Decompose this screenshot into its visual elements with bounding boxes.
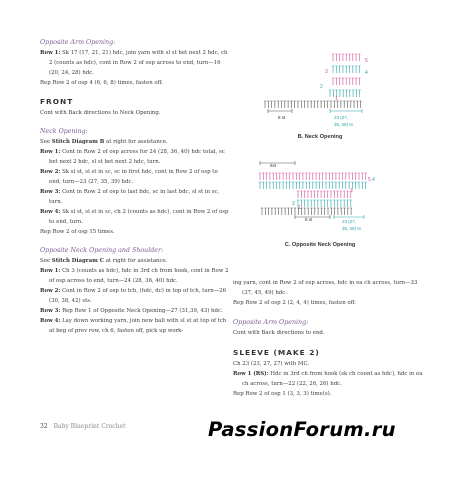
diagram-c-stitch [347,208,349,215]
diagram-c-stitch [312,182,314,189]
diagram-c-stitch [284,208,286,215]
diagram-c-stitch [282,182,284,189]
diagram-c-stitch [333,191,335,198]
diagram-c-stitch [310,208,312,215]
diagram-b-stitch [303,101,305,108]
diagram-c-stitch [313,200,315,207]
diagram-c-stitch [346,200,348,207]
neck-repeat: Rep Row 2 of osp 15 times. [40,229,115,235]
diagram-c-stitch [277,208,279,215]
diagram-c-stitch [307,200,309,207]
diagram-c-stitch [310,191,312,198]
diagram-c-stitch [307,191,309,198]
diagram-c-stitch [364,173,366,180]
diagram-c-stitch [325,182,327,189]
diagram-c-stitch [289,173,291,180]
opposite-neck-heading: Opposite Neck Opening and Shoulder: [40,247,164,254]
diagram-c-stitch [305,173,307,180]
sleeve-chain: Ch 23 (23, 27, 27) with MC. [233,361,310,367]
diagram-b-stitch [335,66,337,73]
diagram-c-stitch [327,200,329,207]
neck-opening-heading: Neck Opening: [40,128,88,135]
diagram-c-stitch [261,208,263,215]
diagram-c-stitch [340,208,342,215]
sleeve-repeat: Rep Row 2 of osp 1 (3, 3, 3) time(s). [233,391,332,397]
diagram-c-stitch [318,173,320,180]
diagram-c-stitch [314,208,316,215]
diagram-c-stitch [333,208,335,215]
diagram-b-stitch [332,54,334,61]
diagram-b-stitch [356,101,358,108]
diagram-b-stitch [330,101,332,108]
diagram-b-bracket [268,109,292,113]
diagram-b-stitch [338,54,340,61]
diagram-b-stitch [335,54,337,61]
diagram-c-stitch [275,182,277,189]
opposite-arm-heading: Opposite Arm Opening: [233,319,309,326]
diagram-c-stitch [264,208,266,215]
diagram-c-stitch [343,191,345,198]
diagram-c-stitch [285,173,287,180]
diagram-c-stitch [262,173,264,180]
diagram-b-svg [250,40,390,135]
page-footer [40,423,126,430]
diagram-b-stitch [358,78,360,85]
diagram-c-stitch [355,173,357,180]
neck-see-diagram: See Stitch Diagram B at right for assistance. [40,139,168,145]
diagram-c-stitch [350,200,352,207]
diagram-c-stitch [322,173,324,180]
diagram-b-stitch [277,101,279,108]
diagram-c-stitch [320,208,322,215]
right-column [233,278,423,399]
diagram-b-stitch [264,101,266,108]
diagram-b-stitch [352,66,354,73]
diagram-b-stitch [358,54,360,61]
diagram-c-stitch [285,182,287,189]
diagram-c-stitch [267,208,269,215]
diagram-b-stitch [345,90,347,97]
diagram-c-stitch [272,173,274,180]
arm-row-1: Row 1: Sk 17 (17, 21, 21) hdc, join yarn with sl st bet next 2 hdc, ch 2 (counts as hdc), cont in Row 2 of osp across to end, turn—16 (20, 24, 28) hdc. [40,50,228,76]
diagram-c-row-3: 3 [350,188,353,194]
diagram-c-stitch [361,182,363,189]
diagram-c-stitch [279,173,281,180]
diagram-c-stitch [308,182,310,189]
diagram-c-stitch [297,191,299,198]
stitch-diagram-b [250,40,390,150]
diagram-c-stitch [303,200,305,207]
diagram-c-stitch [364,182,366,189]
diagram-c-stitch [269,173,271,180]
diagram-c-stitch [350,208,352,215]
diagram-b-stitch [355,54,357,61]
diagram-c-stitch [315,182,317,189]
diagram-c-stitch [320,191,322,198]
diagram-c-stitch [333,200,335,207]
diagram-c-stitch [265,182,267,189]
diagram-c-svg [250,160,390,240]
diagram-c-bracket [295,215,330,219]
diagram-c-stitch [275,173,277,180]
diagram-c-stitch [328,182,330,189]
diagram-c-stitch [340,200,342,207]
continued-repeat: Rep Row 2 of osp 2 (2, 4, 4) times, fasten off. [233,300,357,306]
diagram-b-stitch [343,101,345,108]
diagram-c-stitch [345,173,347,180]
diagram-b-stitch [307,101,309,108]
diagram-b-stitch [323,101,325,108]
diagram-b-stitch [290,101,292,108]
diagram-b-row-3: 3 [325,69,328,75]
front-heading: FRONT [40,97,74,106]
diagram-b-stitch [339,90,341,97]
diagram-b-stitch [345,54,347,61]
diagram-c-stitch [346,191,348,198]
diagram-c-stitch [300,191,302,198]
diagram-c-stitch [348,173,350,180]
watermark: PassionForum.ru [208,418,396,441]
continued-text: ing yarn, cont in Row 2 of osp across, hdc in ea ch across, turn—33 (37, 45, 49) hdc. [233,280,418,296]
diagram-c-stitch [312,173,314,180]
diagram-c-stitch [355,182,357,189]
diagram-c-stitch [262,182,264,189]
diagram-c-stitch [317,208,319,215]
diagram-c-stitch [338,173,340,180]
diagram-c-stitch [274,208,276,215]
diagram-c-row-1: 1 [298,205,301,211]
diagram-b-stitch [342,90,344,97]
diagram-b-stitch [270,101,272,108]
diagram-b-stitch [294,101,296,108]
diagram-b-stitch [335,78,337,85]
diagram-c-stitch [303,191,305,198]
diagram-b-stitch [348,54,350,61]
diagram-c-stitch [304,208,306,215]
diagram-b-stitch [313,101,315,108]
diagram-c-stitch [345,182,347,189]
diagram-c-8st-label: 8 st [305,217,313,222]
diagram-c-stitch [343,208,345,215]
diagram-c-stitch [259,173,261,180]
diagram-b-caption: B. Neck Opening [297,134,343,140]
diagram-b-stitch [300,101,302,108]
diagram-b-stitch [352,78,354,85]
diagram-c-stitch [259,182,261,189]
diagram-b-stitch [355,78,357,85]
diagram-b-stitch [348,66,350,73]
diagram-c-stitch [307,208,309,215]
arm-opening-heading: Opposite Arm Opening: [40,39,116,46]
diagram-b-stitch [338,66,340,73]
neck-row-2: Row 2: Sk sl st, sl st in sc, sc in first hdc, cont in Row 2 of osp to end, turn—23 (27, 35, 39) hdc. [40,169,218,185]
diagram-b-stitch [355,66,357,73]
diagram-c-row-2: 2 [292,201,295,207]
diagram-c-stitch [337,208,339,215]
diagram-c-stitch [330,208,332,215]
diagram-b-stitch [342,54,344,61]
diagram-c-stitch [338,182,340,189]
diagram-c-stitch [291,208,293,215]
sleeve-row-1: Row 1 (RS): Hdc in 3rd ch from hook (sk ch count as hdc), hdc in ea ch across, turn—22 (22, 26, 26) hdc. [233,371,423,387]
opposite-neck-row-4: Row 4: Lay down working yarn, join new ball with sl st at top of tch at beg of prev row, ch 6, fasten off, pick up work- [40,318,227,334]
diagram-c-stitch [271,208,273,215]
diagram-b-stitch [333,101,335,108]
diagram-b-row-5: 5 [365,58,368,64]
diagram-b-stitch [332,78,334,85]
diagram-c-stitch [305,182,307,189]
diagram-c-stitch [343,200,345,207]
diagram-b-stitch [297,101,299,108]
diagram-b-stitch [332,66,334,73]
diagram-b-stitch [320,101,322,108]
opposite-neck-row-3: Row 3: Rep Row 1 of Opposite Neck Opening—27 (31,39, 43) hdc. [40,308,223,314]
diagram-b-stitch [327,101,329,108]
opposite-arm-text: Cont with Back directions to end. [233,330,325,336]
opposite-neck-see-diagram: See Stitch Diagram C at right for assistance. [40,258,168,264]
diagram-c-stitch [323,191,325,198]
diagram-b-row-1: 1 [335,96,338,102]
diagram-c-row-4: 4 [372,177,375,183]
diagram-b-stitch [349,90,351,97]
diagram-c-stitch [272,182,274,189]
diagram-b-stitch [317,101,319,108]
diagram-c-stitch [331,173,333,180]
diagram-b-stitch [345,66,347,73]
diagram-c-stitch [335,173,337,180]
diagram-c-stitch [323,200,325,207]
diagram-c-stitch [327,191,329,198]
diagram-c-bracket [260,161,295,165]
diagram-b-stitch [329,90,331,97]
diagram-b-stitch [355,90,357,97]
diagram-b-stitch [346,101,348,108]
diagram-c-count-label-1: 23 (27, [342,219,357,224]
diagram-c-stitch [308,173,310,180]
left-column [40,37,230,336]
diagram-c-stitch [315,173,317,180]
diagram-c-stitch [298,182,300,189]
diagram-c-stitch [279,182,281,189]
diagram-b-stitch [353,101,355,108]
diagram-b-row-4: 4 [365,70,368,76]
diagram-c-stitch [298,173,300,180]
diagram-c-stitch [325,173,327,180]
diagram-b-stitch [310,101,312,108]
diagram-c-stitch [341,173,343,180]
neck-row-3: Row 3: Cont in Row 2 of osp to last bdc, sc in last bdc, sl st in sc, turn. [40,189,220,205]
diagram-b-stitch [350,101,352,108]
opposite-neck-row-1: Row 1: Ch 3 (counts as hdc), hdc in 3rd ch from hook, cont in Row 2 of osp across to end, turn—24 (28, 36, 40) hdc. [40,268,229,284]
diagram-c-stitch [302,182,304,189]
diagram-c-6st-label: 6st [270,163,277,168]
book-title: Baby Blueprint Crochet [53,423,126,430]
diagram-c-stitch [313,191,315,198]
diagram-b-row-2: 2 [320,84,323,90]
diagram-c-stitch [336,200,338,207]
diagram-c-stitch [310,200,312,207]
diagram-b-count-label-1: 23 (27, [334,115,349,120]
diagram-b-stitch [348,78,350,85]
sleeve-heading: SLEEVE (MAKE 2) [233,348,320,357]
opposite-neck-row-2: Row 2: Cont in Row 2 of osp to tch, (hdc, dc) in top of tch, turn—26 (30, 38, 42) sts. [40,288,227,304]
diagram-c-stitch [287,208,289,215]
diagram-b-stitch [287,101,289,108]
diagram-c-stitch [358,173,360,180]
diagram-c-stitch [340,191,342,198]
diagram-b-stitch [360,101,362,108]
diagram-c-stitch [289,182,291,189]
diagram-c-stitch [292,182,294,189]
neck-row-4: Row 4: Sk sl st, sl st in sc, ch 2 (counts as hdc), cont in Row 2 of osp to end, turn. [40,209,229,225]
diagram-b-count-label-2: 35, 39) st [334,122,353,127]
front-text: Cont with Back directions to Neck Opening. [40,110,161,116]
diagram-c-stitch [327,208,329,215]
diagram-b-stitch [340,101,342,108]
diagram-b-stitch [280,101,282,108]
diagram-c-stitch [302,173,304,180]
diagram-b-stitch [342,78,344,85]
diagram-b-bracket [330,109,362,113]
diagram-b-stitch [342,66,344,73]
diagram-c-stitch [331,182,333,189]
diagram-c-stitch [324,208,326,215]
diagram-c-count-label-2: 35, 39) st [342,226,361,231]
diagram-b-stitch [359,90,361,97]
diagram-c-stitch [282,173,284,180]
diagram-c-stitch [330,191,332,198]
diagram-c-stitch [281,208,283,215]
stitch-diagram-c [250,160,390,260]
diagram-c-stitch [361,173,363,180]
arm-repeat: Rep Row 2 of osp 4 (6, 6, 8) times, fasten off. [40,80,164,86]
diagram-c-stitch [336,191,338,198]
diagram-b-stitch [358,66,360,73]
page-number: 32 [40,423,48,430]
diagram-b-stitch [338,78,340,85]
diagram-c-stitch [269,182,271,189]
neck-row-1: Row 1: Cont in Row 2 of osp across for 24 (28, 36, 40) hdc total, sc bet next 2 hdc, sl st bet next 2 hdc, turn. [40,149,225,165]
diagram-c-stitch [317,200,319,207]
diagram-c-stitch [317,191,319,198]
diagram-b-stitch [274,101,276,108]
diagram-c-stitch [295,182,297,189]
diagram-c-stitch [318,182,320,189]
diagram-c-stitch [358,182,360,189]
diagram-b-stitch [284,101,286,108]
diagram-c-stitch [292,173,294,180]
diagram-b-8st-label: 8 st [278,115,286,120]
diagram-b-stitch [352,54,354,61]
diagram-c-stitch [328,173,330,180]
diagram-b-stitch [336,101,338,108]
diagram-c-stitch [265,173,267,180]
diagram-c-stitch [351,173,353,180]
diagram-c-stitch [320,200,322,207]
diagram-b-stitch [345,78,347,85]
diagram-c-stitch [294,208,296,215]
diagram-c-stitch [335,182,337,189]
diagram-c-row-5: 5 [368,177,371,183]
diagram-c-caption: C. Opposite Neck Opening [284,242,356,248]
diagram-b-stitch [352,90,354,97]
diagram-c-stitch [341,182,343,189]
diagram-c-stitch [330,200,332,207]
diagram-b-stitch [267,101,269,108]
diagram-c-stitch [295,173,297,180]
diagram-c-stitch [322,182,324,189]
